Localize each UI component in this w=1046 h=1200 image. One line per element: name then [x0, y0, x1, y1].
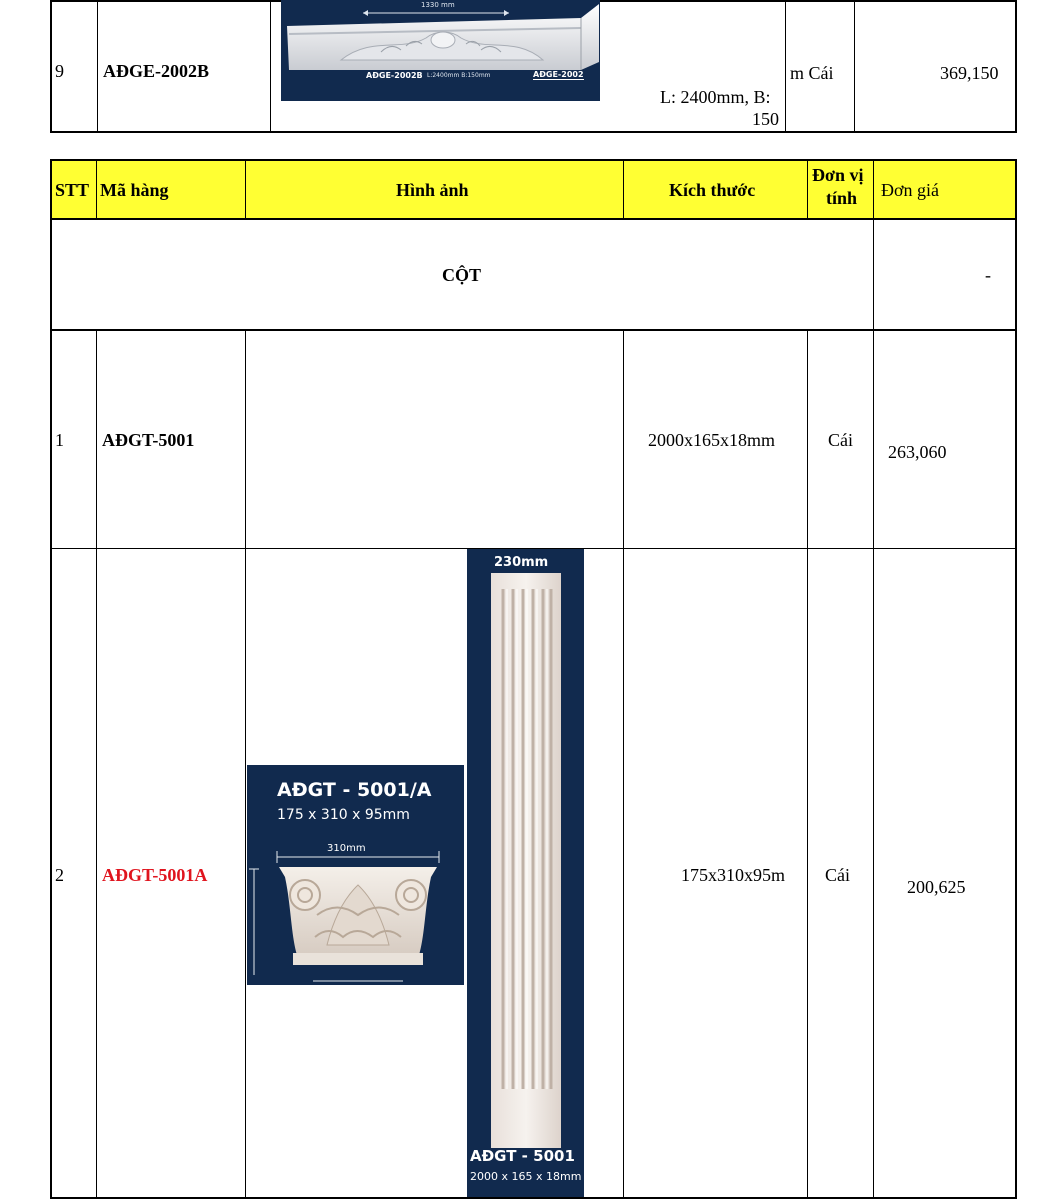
row-unit: Cái [825, 865, 850, 885]
section-title: CỘT [442, 265, 482, 285]
row-stt: 2 [55, 865, 64, 885]
pilaster-code: AĐGT - 5001 [470, 1147, 575, 1165]
prev-row-size-line1: L: 2400mm, B: [660, 87, 771, 107]
pilaster-top-label: 230mm [494, 555, 549, 570]
row-stt: 1 [55, 430, 64, 450]
row-unit: Cái [828, 430, 853, 450]
row-code-highlighted: AĐGT-5001A [102, 865, 208, 885]
capital-image [247, 765, 464, 985]
header-unit-line2: tính [826, 188, 858, 208]
prev-row-stt: 9 [55, 61, 64, 81]
table-header [51, 161, 1016, 218]
capital-title: AĐGT - 5001/A [277, 779, 432, 801]
prev-row-unit: m Cái [790, 63, 834, 83]
row-code: AĐGT-5001 [102, 430, 195, 450]
header-size: Kích thước [669, 180, 756, 200]
capital-drawing [247, 765, 464, 985]
cornice-size-label: L:2400mm B:150mm [427, 72, 491, 79]
capital-dims: 175 x 310 x 95mm [277, 807, 410, 823]
pilaster-drawing [467, 549, 584, 1197]
prev-row-code: AĐGE-2002B [103, 61, 210, 81]
row-size: 2000x165x18mm [648, 430, 776, 450]
cornice-drawing [281, 0, 600, 101]
cornice-badge: AĐGE-2002 [533, 70, 584, 79]
row-size: 175x310x95m [681, 865, 786, 885]
prev-row-price: 369,150 [940, 63, 999, 83]
header-image: Hình ảnh [396, 180, 469, 200]
cornice-code-label: AĐGE-2002B [366, 71, 423, 80]
row-price: 263,060 [888, 442, 947, 462]
header-price: Đơn giá [881, 180, 940, 200]
section-price: - [985, 265, 991, 285]
prev-row-size-line2: 150 [752, 109, 779, 129]
row-price: 200,625 [907, 877, 966, 897]
cornice-dimension-label: 1330 mm [421, 1, 455, 9]
cornice-image [281, 0, 600, 101]
header-unit-line1: Đơn vị [812, 165, 864, 185]
header-code: Mã hàng [100, 180, 169, 200]
capital-width-label: 310mm [327, 843, 366, 854]
pilaster-image [467, 549, 584, 1197]
pilaster-dims: 2000 x 165 x 18mm [470, 1170, 582, 1183]
header-stt: STT [55, 180, 90, 200]
